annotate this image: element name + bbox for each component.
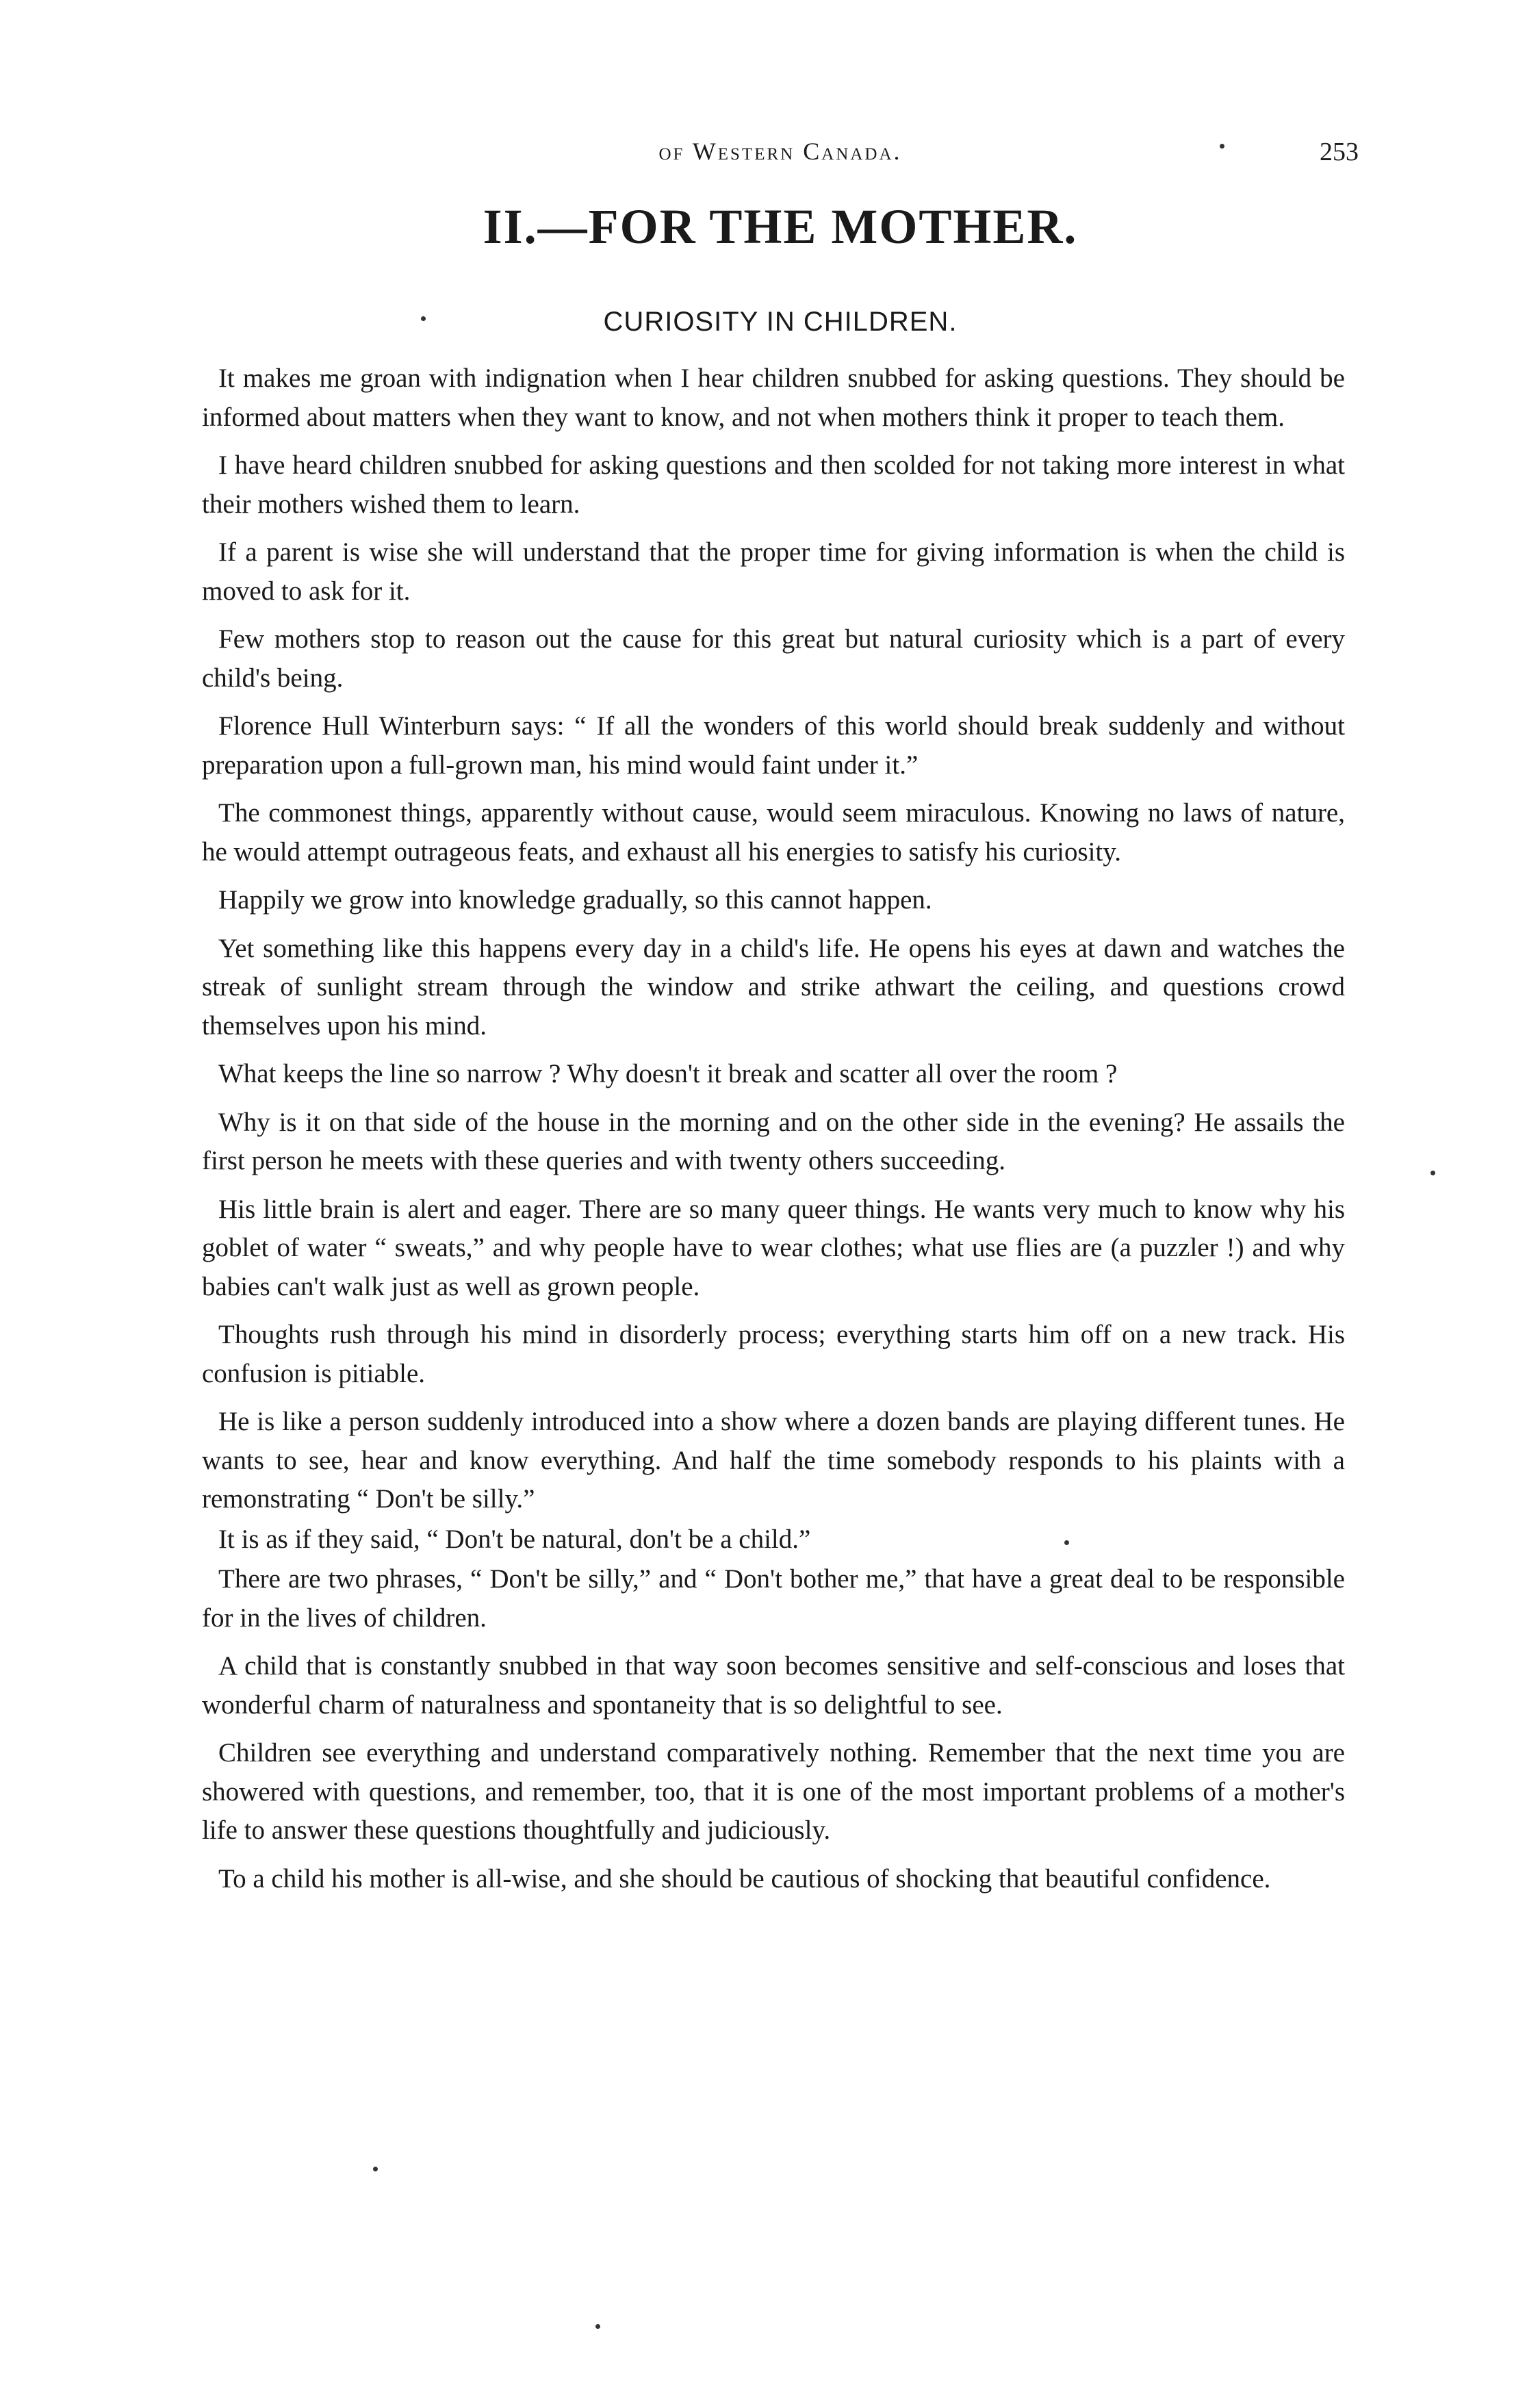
- paragraph-10: Why is it on that side of the house in the morning and on the other side in the evening? He assails the first person he meets with these queries and with twenty others succeeding.: [202, 1107, 1345, 1175]
- paragraph-14: It is as if they said, “ Don't be natural, don't be a child.”: [218, 1524, 811, 1554]
- paragraph-18: To a child his mother is all-wise, and she should be cautious of shocking that beautiful confidence.: [218, 1863, 1271, 1893]
- scan-speck: [421, 316, 426, 321]
- paragraph-12: Thoughts rush through his mind in disorderly process; everything starts him off on a new track. His confusion is pitiable.: [202, 1320, 1345, 1388]
- paragraph-7: Happily we grow into knowledge gradually, so this cannot happen.: [218, 885, 932, 915]
- scan-speck: [595, 2324, 600, 2329]
- paragraph-5: Florence Hull Winterburn says: “ If all the wonders of this world should break suddenly and without preparation upon a full-grown man, his mind would faint under it.”: [202, 711, 1345, 780]
- paragraph-2: I have heard children snubbed for asking questions and then scolded for not taking more interest in what their mothers wished them to learn.: [202, 450, 1345, 519]
- scan-speck: [373, 2167, 378, 2171]
- paragraph-15: There are two phrases, “ Don't be silly,” and “ Don't bother me,” that have a great deal to be responsible for in the lives of children.: [202, 1564, 1345, 1633]
- running-title: of Western Canada.: [658, 138, 902, 165]
- article-body: [202, 359, 1345, 1908]
- scan-speck: [1430, 1171, 1435, 1175]
- paragraph-17: Children see everything and understand comparatively nothing. Remember that the next time you are showered with questions, and remember, too, that it is one of the most important problems of a mother's life to answer these questions thoughtfully and judiciously.: [202, 1738, 1345, 1845]
- paragraph-1: It makes me groan with indignation when I hear children snubbed for asking questions. They should be informed about matters when they want to know, and not when mothers think it proper to teach them.: [202, 364, 1345, 432]
- paragraph-9: What keeps the line so narrow ? Why doesn't it break and scatter all over the room ?: [218, 1059, 1118, 1088]
- running-head: [202, 137, 1359, 178]
- paragraph-8: Yet something like this happens every day in a child's life. He opens his eyes at dawn and watches the streak of sunlight stream through the window and strike athwart the ceiling, and questions crowd themselves upon his mind.: [202, 933, 1345, 1041]
- paragraph-11: His little brain is alert and eager. There are so many queer things. He wants very much to know why his goblet of water “ sweats,” and why people have to wear clothes; what use flies are (a puzzler !) and why babies can't walk just as well as grown people.: [202, 1194, 1345, 1301]
- paragraph-4: Few mothers stop to reason out the cause for this great but natural curiosity which is a part of every child's being.: [202, 624, 1345, 693]
- paragraph-16: A child that is constantly snubbed in that way soon becomes sensitive and self-conscious and loses that wonderful charm of naturalness and spontaneity that is so delightful to see.: [202, 1651, 1345, 1720]
- paragraph-3: If a parent is wise she will understand that the proper time for giving information is when the child is moved to ask for it.: [202, 537, 1345, 606]
- scan-speck: [1220, 144, 1224, 149]
- article-subheading: CURIOSITY IN CHILDREN.: [603, 307, 958, 337]
- paragraph-13: He is like a person suddenly introduced into a show where a dozen bands are playing different tunes. He wants to see, hear and know everything. And half the time somebody responds to his plaints with a remonstrating “ Don't be silly.”: [202, 1407, 1345, 1514]
- scan-speck: [1064, 1540, 1069, 1545]
- paragraph-6: The commonest things, apparently without cause, would seem miraculous. Knowing no laws of nature, he would attempt outrageous feats, and exhaust all his energies to satisfy his curiosity.: [202, 798, 1345, 867]
- section-heading: II.—FOR THE MOTHER.: [483, 199, 1078, 254]
- page-number: 253: [1320, 138, 1359, 166]
